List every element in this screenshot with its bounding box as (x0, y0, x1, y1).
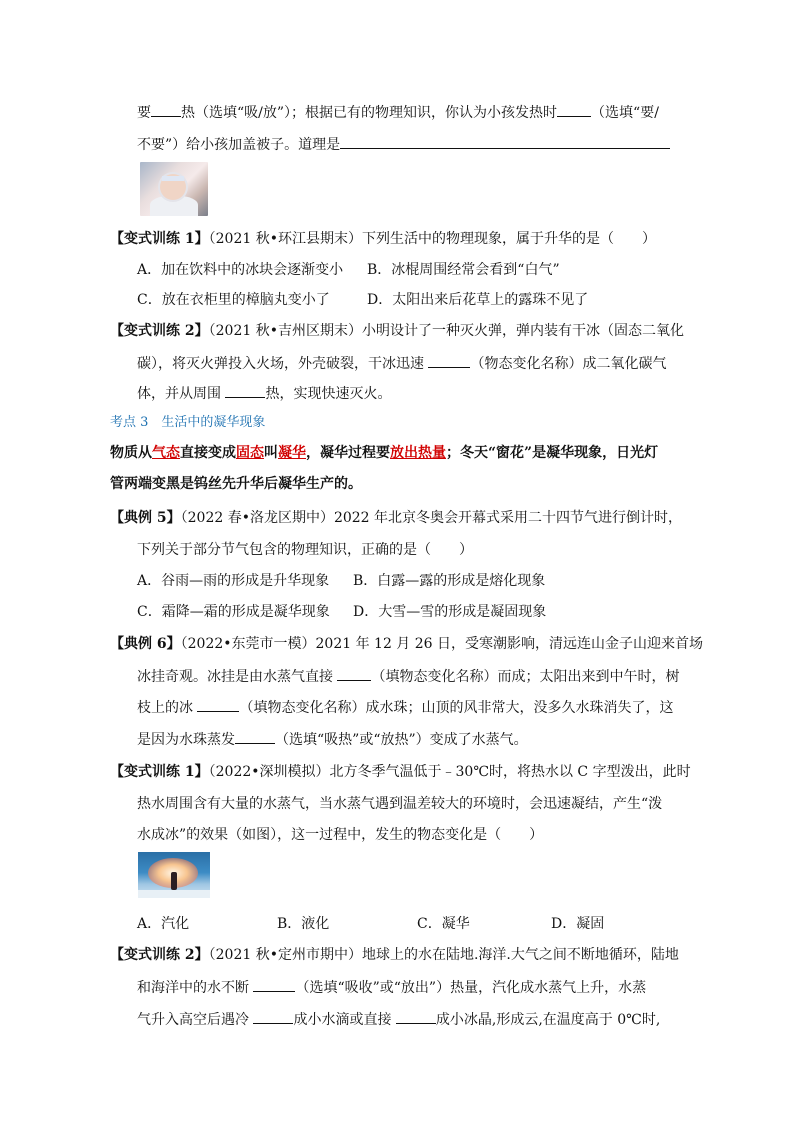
exercise-tag: 【变式训练 2】 (110, 323, 209, 339)
text: （物态变化名称）成二氧化碳气 (470, 356, 667, 372)
text: 叫 (264, 445, 278, 461)
exercise-2-line-2 (137, 353, 666, 374)
exercise-3-line-3: 水成冰”的效果（如图），这一过程中，发生的物态变化是（ ） (137, 827, 544, 843)
text: （选填“吸收”或“放出”）热量，汽化成水蒸气上升，水蒸 (295, 980, 647, 996)
text: （选填“吸热”或“放热”）变成了水蒸气。 (275, 732, 528, 748)
text: ；冬天“窗花”是凝华现象，日光灯 (446, 445, 659, 461)
option-d[interactable]: D．凝固 (551, 916, 605, 932)
text: （填物态变化名称）而成；太阳出来到中午时，树 (371, 669, 680, 685)
option-b[interactable]: B．液化 (277, 916, 330, 932)
text: （填物态变化名称）成水珠；山顶的风非常大，没多久水珠消失了，这 (239, 700, 674, 716)
exercise-4-line-2 (137, 977, 646, 998)
example-5-question (110, 508, 682, 528)
text: （2022•深圳模拟）北方冬季气温低于﹣30℃时，将热水以 C 字型泼出，此时 (208, 764, 691, 780)
option-b[interactable]: B．冰棍周围经常会看到“白气” (367, 262, 560, 278)
example-tag: 【典例 5】 (110, 510, 181, 526)
answer-blank[interactable] (225, 383, 265, 398)
example-6-line-4 (137, 729, 528, 750)
key-term: 放出热量 (390, 445, 446, 461)
q-line-2 (137, 134, 670, 155)
option-a[interactable]: A．谷雨—雨的形成是升华现象 (137, 573, 330, 589)
text: 成小冰晶,形成云,在温度高于 0℃时, (435, 1012, 661, 1028)
text: 成小水滴或直接 (293, 1012, 392, 1028)
section-heading: 考点 3 生活中的凝华现象 (110, 415, 266, 430)
option-a[interactable]: A．汽化 (137, 916, 190, 932)
answer-blank[interactable] (340, 134, 670, 149)
option-a[interactable]: A．加在饮料中的冰块会逐渐变小 (137, 262, 344, 278)
exercise-1-question (110, 229, 656, 249)
text: ，凝华过程要 (306, 445, 390, 461)
summary-line-2: 管两端变黑是钨丝先升华后凝华生产的。 (110, 476, 362, 492)
cooling-patch-shape (162, 176, 184, 181)
text: 不要”）给小孩加盖被子。道理是 (137, 137, 341, 153)
example-6-question (110, 634, 703, 654)
option-d[interactable]: D．太阳出来后花草上的露珠不见了 (367, 292, 589, 308)
person-silhouette-shape (171, 872, 177, 890)
text: （2021 秋•吉州区期末）小明设计了一种灭火弹，弹内装有干冰（固态二氧化 (208, 323, 684, 339)
text: 热，实现快速灭火。 (265, 386, 392, 402)
option-c[interactable]: C．放在衣柜里的樟脑丸变小了 (137, 292, 330, 308)
answer-blank[interactable] (557, 102, 591, 117)
exercise-2-question (110, 321, 684, 341)
answer-blank[interactable] (396, 1009, 436, 1024)
exercise-tag: 【变式训练 2】 (110, 947, 209, 963)
key-term: 凝华 (278, 445, 306, 461)
text: 热（选填“吸/放”）；根据已有的物理知识，你认为小孩发热时 (181, 105, 558, 121)
sick-baby-photo (140, 162, 208, 216)
text: 要 (137, 105, 151, 121)
boiling-water-ice-photo (138, 852, 210, 898)
text: （2021 秋•定州市期中）地球上的水在陆地.海洋.大气之间不断地循环，陆地 (208, 947, 679, 963)
text: 气升入高空后遇冷 (137, 1012, 249, 1028)
answer-blank[interactable] (197, 697, 239, 712)
example-5-line-2: 下列关于部分节气包含的物理知识，正确的是（ ） (137, 542, 473, 558)
exercise-4-line-3 (137, 1009, 660, 1030)
example-6-line-2 (137, 666, 679, 687)
exercise-1-options-row-2 (137, 290, 588, 310)
snow-ground-shape (138, 890, 210, 898)
answer-blank[interactable] (253, 977, 295, 992)
exercise-tag: 【变式训练 1】 (110, 764, 209, 780)
text: （2022 春•洛龙区期中）2022 年北京冬奥会开幕式采用二十四节气进行倒计时， (180, 510, 683, 526)
exercise-3-question (110, 762, 691, 782)
exercise-3-options (137, 914, 604, 934)
text: （2022•东莞市一模）2021 年 12 月 26 日，受寒潮影响，清远连山金子山迎来首场 (180, 636, 704, 652)
answer-blank[interactable] (337, 666, 371, 681)
example-5-options-row-2 (137, 602, 546, 622)
exercise-4-question (110, 945, 679, 965)
text: 是因为水珠蒸发 (137, 732, 235, 748)
key-term: 气态 (152, 445, 180, 461)
text: 和海洋中的水不断 (137, 980, 249, 996)
text: 直接变成 (180, 445, 236, 461)
answer-blank[interactable] (151, 102, 181, 117)
example-5-options-row-1 (137, 571, 545, 591)
exercise-3-line-2: 热水周围含有大量的水蒸气，当水蒸气遇到温差较大的环境时，会迅速凝结，产生“泼 (137, 796, 663, 812)
key-term: 固态 (236, 445, 264, 461)
exercise-2-line-3 (137, 383, 391, 404)
summary-line-1 (110, 443, 658, 463)
answer-blank[interactable] (235, 729, 275, 744)
option-b[interactable]: B．白露—露的形成是熔化现象 (353, 573, 546, 589)
text: 冰挂奇观。冰挂是由水蒸气直接 (137, 669, 333, 685)
text: （选填“要/ (591, 105, 659, 121)
exercise-1-options-row-1 (137, 260, 560, 280)
option-c[interactable]: C．霜降—霜的形成是凝华现象 (137, 604, 330, 620)
text: 碳），将灭火弹投入火场，外壳破裂，干冰迅速 (137, 356, 424, 372)
answer-blank[interactable] (428, 353, 470, 368)
example-tag: 【典例 6】 (110, 636, 181, 652)
answer-blank[interactable] (253, 1009, 293, 1024)
text: 物质从 (110, 445, 152, 461)
option-d[interactable]: D．大雪—雪的形成是凝固现象 (353, 604, 547, 620)
q-line-1 (137, 102, 659, 123)
example-6-line-3 (137, 697, 673, 718)
text: 枝上的冰 (137, 700, 193, 716)
option-c[interactable]: C．凝华 (417, 916, 470, 932)
text: （2021 秋•环江县期末）下列生活中的物理现象，属于升华的是（ ） (208, 231, 656, 247)
exercise-tag: 【变式训练 1】 (110, 231, 209, 247)
text: 体，并从周围 (137, 386, 221, 402)
